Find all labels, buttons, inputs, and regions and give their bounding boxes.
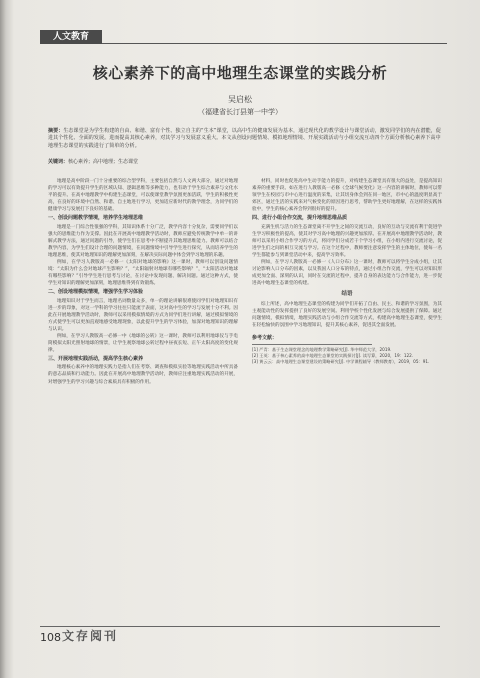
reference-item: [2] 王英：基于核心素养的高中地理生态课堂的实践探讨[J]. 读写算，2020，19：122. (252, 353, 414, 359)
header-rule (102, 43, 447, 44)
conclusion-paragraph: 综上所述，高中地理生态课堂的构建为同学们开拓了自由、民主、和谐的学习氛围，为其主观能动性的发挥提供了良好的发展空间。利用学校个性化发展与综合发展提供了保障。通过问题情境，模拟情境，地理实践活动与小组合作交流等方式，构建高中地理生态课堂，使学生在轻松愉快的氛围中学习地理知识，提升其核心素养，促进其全面发展。 (252, 301, 442, 328)
section-4-heading: 四、进行小组合作交流，提升地理思维品质 (252, 214, 348, 221)
keywords-text: 核心素养；高中地理；生态课堂 (68, 159, 139, 165)
keywords-label: 关键词： (48, 159, 69, 165)
magazine-name: 文存阅刊 (62, 629, 119, 643)
left-column (48, 178, 238, 386)
conclusion-heading: 结语 (341, 291, 353, 298)
abstract (48, 128, 443, 150)
author-affiliation: （福建省长汀县第一中学） (198, 108, 282, 116)
section-4-example: 例如，在学习人教版高一必修一《人口分布》这一课时，教师可以将学生分成小组，让其讨论影响人口分布的因素，以及我国人口分布的特点，通过小组合作交流，学生可以对知识形成更加全面、深刻的认识，同时在交流的过程中，提升自身的表达能力与合作能力，进一步促进高中地理生态课堂的构建。 (252, 260, 442, 287)
section-3-heading: 三、开展地理实践活动，提高学生核心素养 (48, 355, 144, 362)
section-3-paragraph: 地理核心素养中的地理实践力是指人们在考察、调查和模拟实验等地理实践活动中所具备的意志品质和行动能力。因此在开展高中地理教学活动时，教师应注重地理实践活动的开展，对增强学生的学习兴趣与综合素质具有积极的作用。 (48, 365, 238, 385)
keywords (48, 159, 443, 166)
references-rule (252, 344, 372, 345)
section-2-example: 例如，在学习人教版高一必修一中《地球的公转》这一课时，教师可以利用地球仪与手电筒模拟太阳光照射地球的情景，让学生观察地球公转过程中昼夜长短、正午太阳高度的变化规律。 (48, 333, 238, 354)
section-2-heading: 二、创设地理模拟情境，增强学生学习体验 (48, 288, 144, 295)
section-1-paragraph: 地理是一门综合性很强的学科，其知识体系十分广泛，教学内容十分复杂，需要同学们以强大的思维能力作为支撑。因此在开展高中地理教学活动时，教师应避免传统教学中单一的讲解式教学方法，通过问题的引导，使学生们在思考中不断提升其地理思维能力。教师可以结合教学内容，为学生们设计合理的问题情境，在问题情境中引导学生进行探究，从而培养学生的地理思维，使其对地理知识的理解更加深刻，在解决实际问题中体会到学习地理的乐趣。 (48, 224, 238, 258)
abstract-label: 摘要： (48, 128, 64, 134)
section-1-example: 例如，在学习人教版高一必修一《太阳对地球的影响》这一课时，教师可以创设问题情境：“太阳为什么会对地球产生影响？”，“太阳辐射对地球有哪些影响？”，“太阳活动对地球有哪些影响？”引导学生进行思考与讨论，在讨论中发现问题、解决问题。通过这种方式，使学生对知识的理解更加深刻，地理思维得到有效锻炼。 (48, 260, 238, 287)
page-number: 108 (40, 631, 61, 644)
section-2-paragraph: 地理知识对于学生而言，地理名词数量众多，单一的理论讲解很难使同学们对地理知识有进一步的印象，对这一学科的学习往往只能流于表面，这对高中生的学习与发展十分不利。因此在开展地理教学活动时，教师可以采用模拟情境的方式为同学们进行讲解，通过模拟情境的方式使学生可以更加直观地感受地理现象，以此提升学生的学习体验，加深对地理知识的理解与认识。 (48, 298, 238, 332)
intro-paragraph: 地理是高中阶段一门十分重要的综合型学科，主要包括自然与人文两大部分，通过对地理的学习可以有效提升学生的区域认知、逻辑思维等多种能力，也有助于学生综合素养与文化水平的提升。在高中地理教学中构建生态课堂，可以使课堂教学氛围更加活跃，学生的积极性更高，在良好的环境中自然、和谐、自主地进行学习，更加适应新时代的教学理念，为同学们的健康学习与发展打下良好的基础。 (48, 179, 238, 213)
article-title: 核心素养下的高中地理生态课堂的实践分析 (92, 64, 388, 82)
section-4-paragraph: 充满生机与活力的生态课堂离不开学生之间的交流互动，良好的互动与交流有利于促进学生学习积极性的提高，使其对学习高中地理的兴趣更加浓厚。在开展高中地理教学活动时，教师可以采用小组合作学习的方式，将同学们分成若干个学习小组，在小组内进行交流讨论，促进学生们之间的相互交流与学习。在这个过程中，教师要注意发挥学生的主体地位，使每一名学生都能参与到课堂活动中来，提高学习效率。 (252, 224, 442, 258)
right-column (252, 178, 442, 366)
section-tag: 人文教育 (40, 30, 102, 44)
author-name: 吴启松 (228, 95, 252, 104)
section-1-heading: 一、创设问题教学情境，培养学生地理思维 (48, 214, 144, 221)
reference-item: [3] 黄云云：高中地理生态课堂建设的策略研究[J]. 中学课程辅导（教师教育），2019，05：91. (252, 359, 430, 365)
abstract-text: 生态课堂是为学生构建的自由、和谐、富有个性、独立自主的“生本”课堂，以高中生的健康发展为基本，通过现代化的教学设计与课堂活动，激发同学们的内在潜能，促进其个性化、全面的发展。进而提高其核心素养，对其学习与发展意义重大。本文从创设问题情境、模拟地理情境、开展实践活动与小组交流互动四个方面分析核心素养下高中地理生态课堂的实践进行了简单的分析。 (48, 128, 442, 149)
section-3-continued: 材料，同时也促进高中生动手能力的提升，对构建生态课堂具有很大的益处，是提高知识素养的重要手段。如在进行人教版高一必修《全球气候变化》这一内容的讲解时，教师可以带领学生在校园与市中心进行温度的采集，让其切身体会到在同一地区，市中心的温度明显高于郊区，通过生活的实践来对气候变化的原因进行思考，帮助学生更好地理解，在这样的实践体验中，学生的核心素养会得到很好的提升。 (252, 179, 442, 213)
reference-item: [1] 严青：基于生态课堂理念的地理教学策略研究[J]. 华中师范大学，2019. (252, 346, 392, 352)
references-heading: 参考文献： (252, 334, 278, 341)
